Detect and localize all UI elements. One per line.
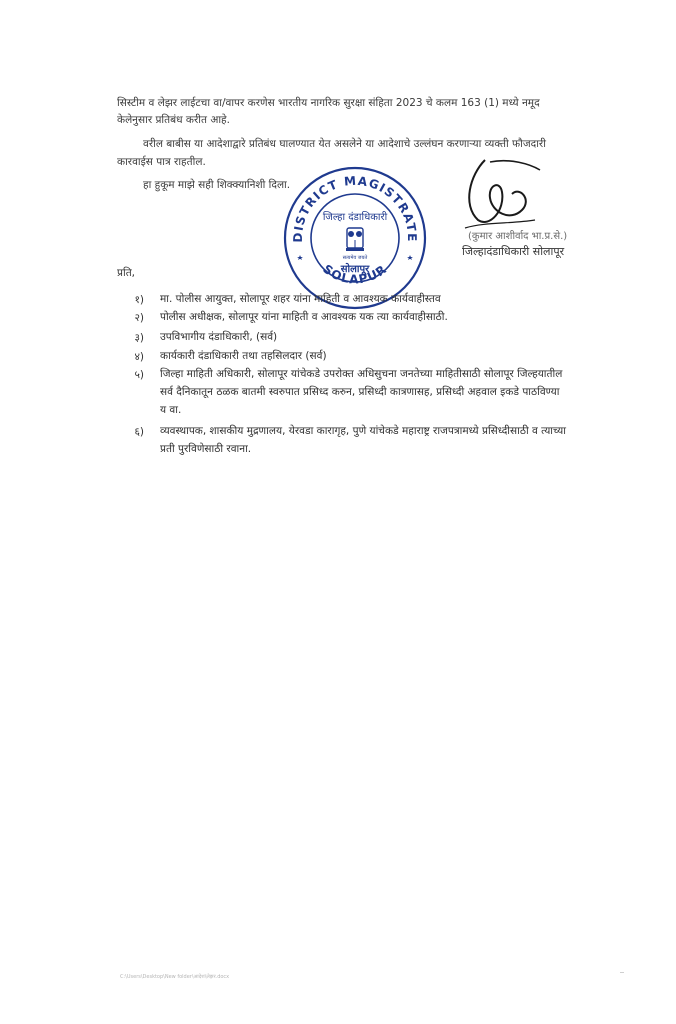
district-magistrate-seal [280, 160, 430, 310]
seal-inner-text: जिल्हा दंडाधिकारी [322, 212, 388, 223]
body-line-3: वरील बाबीस या आदेशाद्वारे प्रतिबंध घालण्यात येत असलेने या आदेशाचे उल्लंघन करणाऱ्या व्यक्ती फौजदारी [143, 138, 546, 150]
seal-outer-text: DISTRICT MAGISTRATE [290, 173, 420, 243]
recipient-line: कार्यकारी दंडाधिकारी तथा तहसिलदार (सर्व) [160, 350, 327, 362]
signatory-name: (कुमार आशीर्वाद भा.प्र.से.) [468, 231, 568, 242]
recipient-line: व्यवस्थापक, शासकीय मुद्रणालय, येरवडा कारागृह, पुणे यांचेकडे महाराष्ट्र राजपत्रामध्ये प्रसिध्दीसाठी व त्याच्या [160, 425, 566, 437]
recipient-number: २) [134, 312, 144, 324]
recipient-number: ३) [134, 332, 144, 344]
signatory-title: जिल्हादंडाधिकारी सोलापूर [462, 245, 565, 258]
recipients-label: प्रति, [117, 267, 136, 279]
national-emblem-icon [346, 228, 364, 251]
seal-bottom-marathi: सोलापूर [340, 264, 370, 275]
recipient-line: मा. पोलीस आयुक्त, सोलापूर शहर यांना माहिती व आवश्यक कार्यवाहीस्तव [160, 293, 441, 305]
recipient-number: ४) [134, 351, 144, 363]
page-speck [620, 972, 624, 973]
recipient-line: जिल्हा माहिती अधिकारी, सोलापूर यांचेकडे उपरोक्त अधिसुचना जनतेच्या माहितीसाठी सोलापूर जिल्हयातील [160, 368, 563, 380]
recipient-line: पोलीस अधीक्षक, सोलापूर यांना माहिती व आवश्यक यक त्या कार्यवाहीसाठी. [160, 311, 448, 323]
body-line-4: कारवाईस पात्र राहतील. [117, 156, 206, 168]
recipient-line: सर्व दैनिकातून ठळक बातमी स्वरुपात प्रसिध्द करुन, प्रसिध्दी कात्रणासह, प्रसिध्दी अहवाल इकडे पाठविण्या [160, 386, 560, 398]
body-line-2: केलेनुसार प्रतिबंध करीत आहे. [117, 114, 230, 126]
recipient-line: प्रती पुरविणेसाठी रवाना. [160, 443, 252, 455]
seal-emblem-caption: सत्यमेव जयते [342, 255, 368, 261]
seal-star-icon [297, 255, 303, 260]
recipient-number: ५) [134, 369, 144, 381]
handwritten-signature [450, 150, 570, 240]
seal-star-icon [407, 255, 413, 260]
recipient-number: १) [134, 294, 144, 306]
recipient-line: उपविभागीय दंडाधिकारी, (सर्व) [160, 331, 278, 343]
body-line-5: हा हुकूम माझे सही शिक्क्यानिशी दिला. [143, 179, 291, 191]
recipient-line: य वा. [160, 404, 182, 416]
body-line-1: सिस्टीम व लेझर लाईटचा वा/वापर करणेस भारतीय नागरिक सुरक्षा संहिता 2023 चे कलम 163 (1) मध्ये नमूद [117, 97, 540, 109]
footer-file-path: C:\Users\Desktop\New folder\आदेश\लेझर.docx [120, 974, 230, 980]
seal-bottom-text: SOLAPUR [320, 261, 390, 287]
recipient-number: ६) [134, 426, 144, 438]
